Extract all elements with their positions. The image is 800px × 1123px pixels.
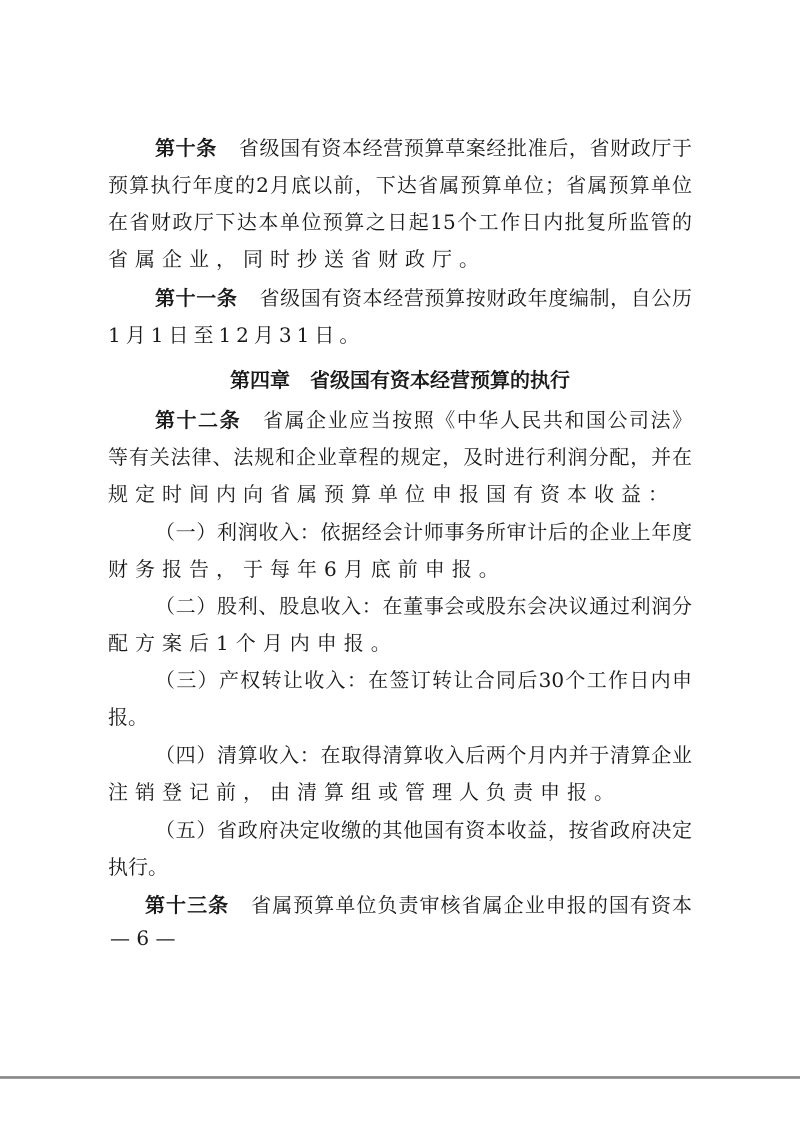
- scan-edge-line: [0, 1076, 800, 1079]
- item-line: 注销登记前，由清算组或管理人负责申报。: [108, 780, 621, 804]
- article-10-line-4: 省属企业，同时抄送省财政厅。: [108, 247, 486, 271]
- item-line: 财务报告，于每年6月底前申报。: [108, 557, 506, 581]
- article-11-line-1: [155, 285, 692, 311]
- item-line: （二）股利、股息收入：在董事会或股东会决议通过利润分: [155, 594, 692, 618]
- article-label: 第十三条: [145, 893, 230, 917]
- item-line: （五）省政府决定收缴的其他国有资本收益，按省政府决定: [155, 818, 692, 842]
- item-line: （四）清算收入：在取得清算收入后两个月内并于清算企业: [155, 743, 692, 767]
- article-12-line-2: 等有关法律、法规和企业章程的规定，及时进行利润分配，并在: [108, 445, 692, 469]
- item-line: 执行。: [108, 855, 168, 879]
- item-line: 报。: [108, 705, 148, 729]
- article-label: 第十一条: [155, 286, 238, 310]
- article-label: 第十条: [155, 136, 217, 160]
- item-line: 配方案后1个月内申报。: [108, 631, 398, 655]
- article-label: 第十二条: [155, 408, 242, 432]
- item-line: （三）产权转让收入：在签订转让合同后30个工作日内申: [155, 668, 692, 692]
- text: 省属预算单位负责审核省属企业申报的国有资本: [251, 893, 693, 917]
- article-11-line-2: 1月1日至12月31日。: [108, 323, 365, 347]
- chapter-heading: 第四章 省级国有资本经营预算的执行: [230, 368, 570, 392]
- article-12-line-1: [155, 407, 692, 433]
- article-10-line-2: 预算执行年度的2月底以前，下达省属预算单位；省属预算单位: [108, 173, 692, 197]
- item-line: （一）利润收入：依据经会计师事务所审计后的企业上年度: [155, 520, 692, 544]
- article-10-line-3: 在省财政厅下达本单位预算之日起15个工作日内批复所监管的: [108, 210, 692, 234]
- text: 省级国有资本经营预算草案经批准后，省财政厅于: [238, 136, 692, 160]
- page-number: — 6 —: [110, 926, 176, 950]
- article-12-line-3: 规定时间内向省属预算单位申报国有资本收益：: [108, 482, 675, 506]
- text: 省属企业应当按照《中华人民共和国公司法》: [263, 408, 693, 432]
- text: 省级国有资本经营预算按财政年度编制，自公历: [259, 286, 692, 310]
- article-10-line-1: [155, 135, 692, 161]
- article-13-line-1: [145, 892, 692, 918]
